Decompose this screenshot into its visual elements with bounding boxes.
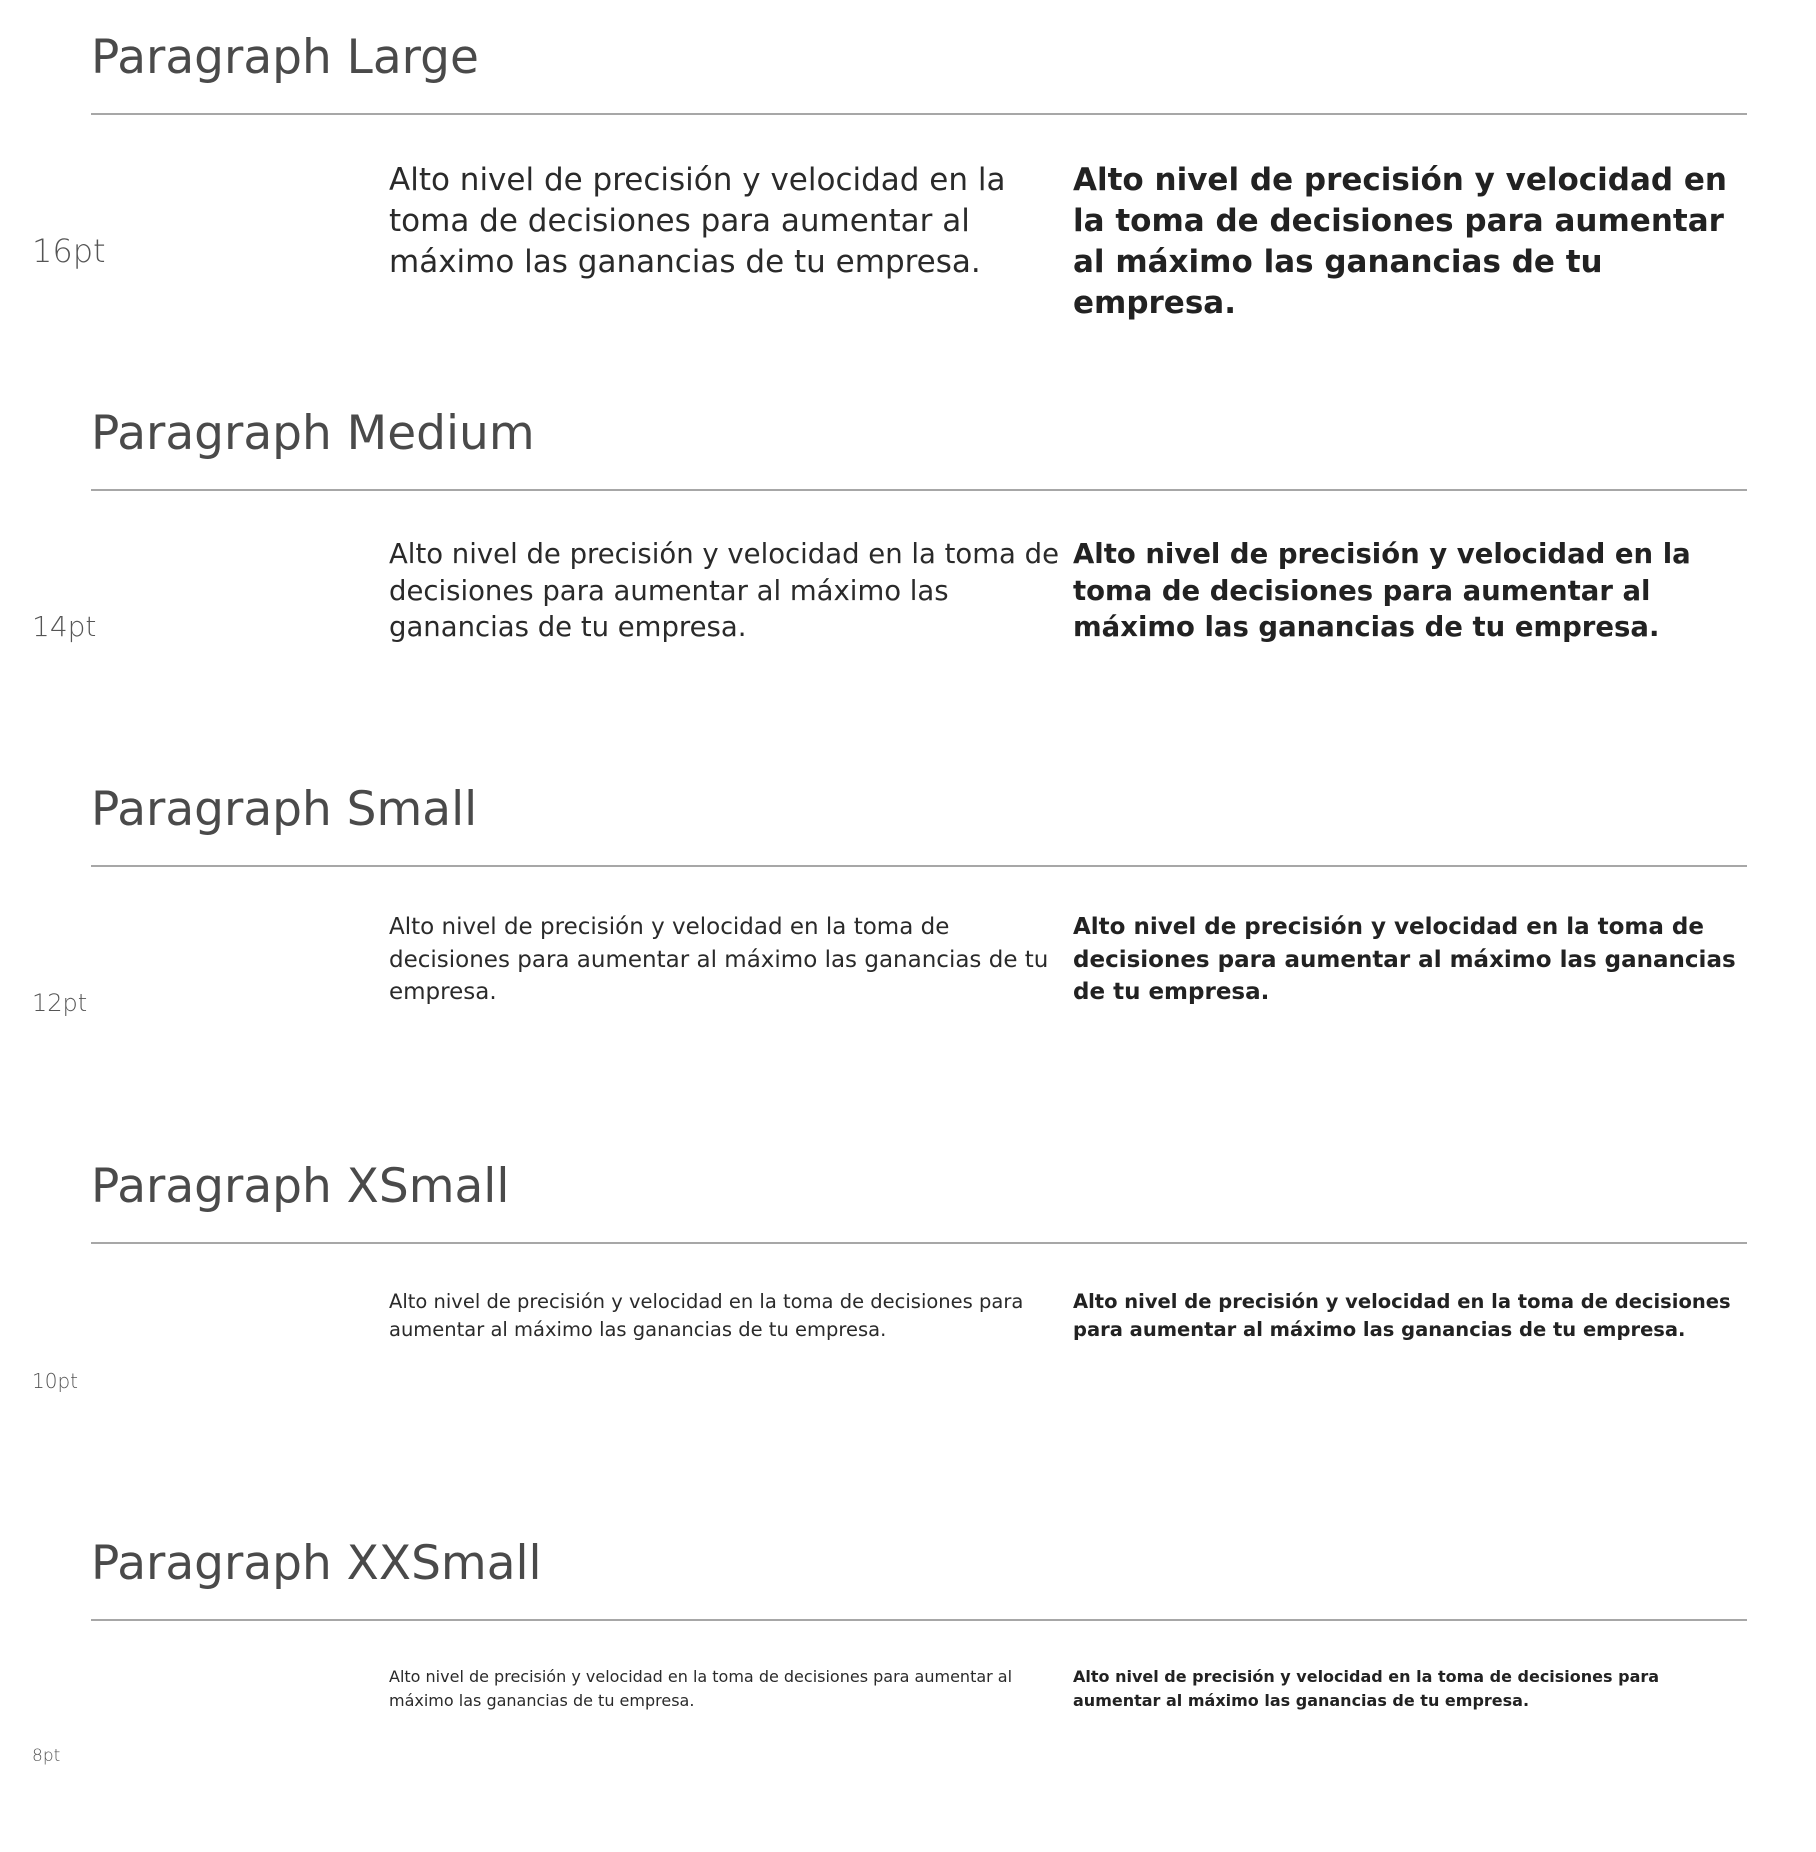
sample-text-regular: Alto nivel de precisión y velocidad en la toma de decisiones para aumentar al máximo las ganancias de tu empresa. — [389, 1667, 1013, 1710]
sample-text-regular: Alto nivel de precisión y velocidad en la toma de decisiones para aumentar al máximo las ganancias de tu empresa. — [389, 538, 1059, 643]
sample-text-bold: Alto nivel de precisión y velocidad en la toma de decisiones para aumentar al máximo las ganancias de tu empresa. — [1073, 1290, 1731, 1341]
section-divider — [91, 1242, 1747, 1244]
section-title: Paragraph Large — [91, 30, 479, 85]
sample-text-regular: Alto nivel de precisión y velocidad en la toma de decisiones para aumentar al máximo las ganancias de tu empresa. — [389, 914, 1049, 1005]
size-label: 12pt — [32, 989, 88, 1017]
section-divider — [91, 489, 1747, 491]
sample-text-bold: Alto nivel de precisión y velocidad en la toma de decisiones para aumentar al máximo las ganancias de tu empresa. — [1073, 1667, 1660, 1710]
sample-text-regular: Alto nivel de precisión y velocidad en la toma de decisiones para aumentar al máximo las ganancias de tu empresa. — [389, 162, 1006, 280]
sample-text-bold: Alto nivel de precisión y velocidad en la toma de decisiones para aumentar al máximo las ganancias de tu empresa. — [1073, 538, 1691, 643]
sample-text-bold: Alto nivel de precisión y velocidad en la toma de decisiones para aumentar al máximo las ganancias de tu empresa. — [1073, 162, 1727, 321]
section-title: Paragraph Small — [91, 782, 478, 837]
size-label: 16pt — [32, 232, 106, 270]
size-label: 10pt — [32, 1369, 78, 1393]
size-label: 8pt — [32, 1746, 61, 1766]
section-divider — [91, 865, 1747, 867]
section-divider — [91, 1619, 1747, 1621]
section-title: Paragraph XXSmall — [91, 1536, 542, 1591]
sample-text-regular: Alto nivel de precisión y velocidad en la toma de decisiones para aumentar al máximo las ganancias de tu empresa. — [389, 1290, 1024, 1341]
section-title: Paragraph XSmall — [91, 1159, 510, 1214]
section-title: Paragraph Medium — [91, 406, 535, 461]
sample-text-bold: Alto nivel de precisión y velocidad en la toma de decisiones para aumentar al máximo las ganancias de tu empresa. — [1073, 914, 1736, 1005]
size-label: 14pt — [32, 610, 97, 643]
